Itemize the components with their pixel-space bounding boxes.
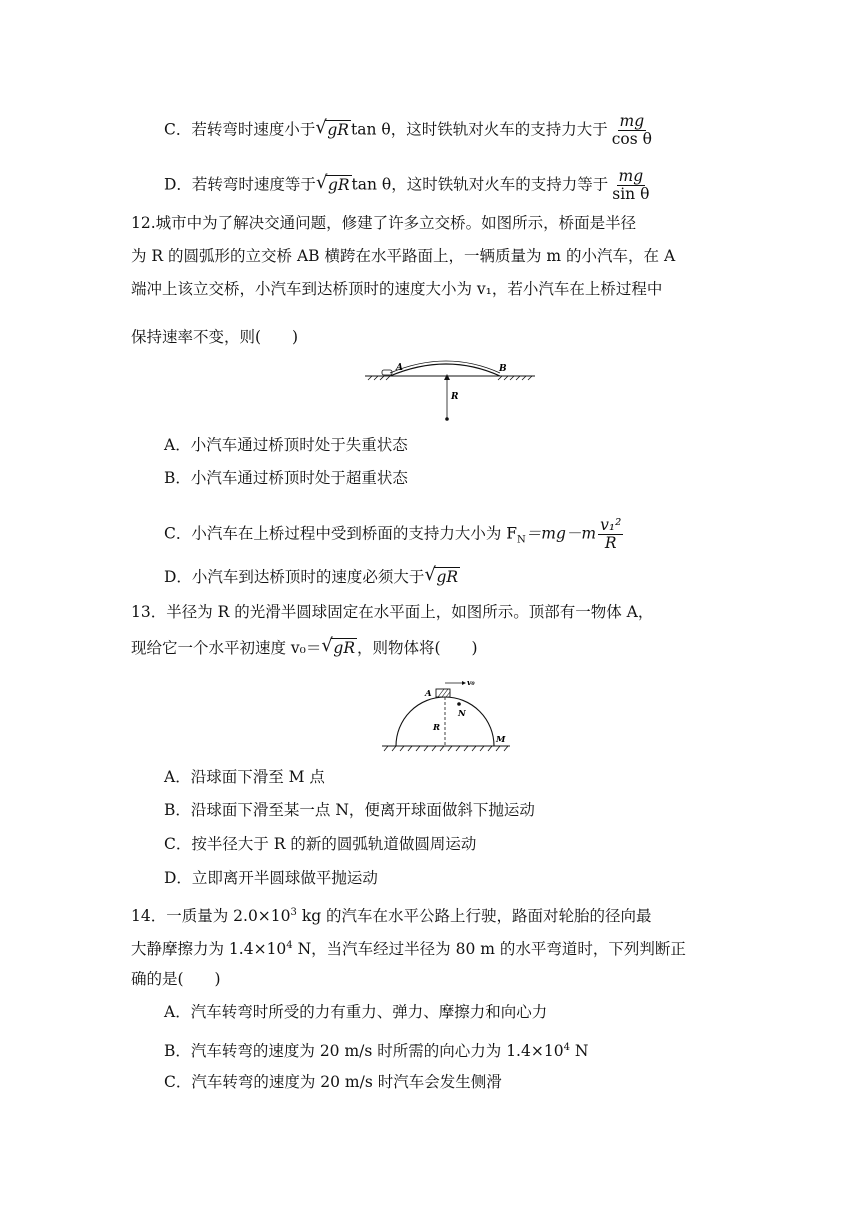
ground-hatch [368, 376, 532, 380]
hemisphere-diagram [378, 676, 514, 756]
label-m: M [496, 735, 506, 745]
q12-option-b[interactable]: B．小汽车通过桥顶时处于超重状态 [164, 469, 408, 487]
q13-option-a[interactable]: A．沿球面下滑至 M 点 [164, 768, 325, 786]
bridge-arc [390, 364, 500, 376]
sqrt-expression: √ gR [321, 635, 355, 657]
q13-stem-line2: 现给它一个水平初速度 v₀＝ √ gR ，则物体将( ) [131, 635, 478, 657]
q14-stem-line1: 14．一质量为 $2.0\times 10^3$ kg 的汽车在水平公路上行驶，路面对轮胎的径向最 [131, 907, 652, 926]
label-n: N [458, 709, 466, 719]
q13-option-d[interactable]: D．立即离开半圆球做平抛运动 [164, 869, 378, 887]
q14-option-a[interactable]: A．汽车转弯时所受的力有重力、弹力、摩擦力和向心力 [164, 1003, 548, 1021]
q13-option-c[interactable]: C．按半径大于 R 的新的圆弧轨道做圆周运动 [164, 835, 477, 853]
velocity-arrow-icon [462, 681, 466, 685]
label-b: B [499, 364, 507, 374]
q14-stem-line3: 确的是( ) [131, 970, 221, 988]
sqrt-expression: √ gR [315, 171, 350, 194]
label-v0: v₀ [467, 678, 475, 687]
fraction: $\frac{mg}{\text{cos θ}}$ [611, 112, 652, 148]
q14-option-b[interactable]: B．汽车转弯的速度为 20 m/s 时所需的向心力为 $1.4\times 10^4$ N [164, 1042, 589, 1061]
label-r: R [433, 723, 441, 733]
q12-option-c[interactable]: C．小汽车在上桥过程中受到桥面的支持力大小为 $F_N=mg-m$ $\frac{\text{v₁²}}{R}$ [164, 516, 622, 552]
bridge-diagram [360, 356, 540, 426]
q12-stem-line1: 12.城市中为了解决交通问题，修建了许多立交桥。如图所示，桥面是半径 [131, 214, 637, 232]
q11-option-c[interactable]: C．若转弯时速度小于 √ gR tan θ，这时铁轨对火车的支持力大于 $\frac{mg}{\text{cos θ}}$ [164, 112, 652, 148]
label-a: A [425, 689, 432, 699]
q13-option-b[interactable]: B．沿球面下滑至某一点 N，便离开球面做斜下抛运动 [164, 801, 535, 819]
ground-hatch [384, 746, 508, 751]
q11-option-d[interactable]: D．若转弯时速度等于 √ gR tan θ，这时铁轨对火车的支持力等于 $\frac{mg}{\text{sin θ}}$ [164, 167, 650, 203]
q12-option-d[interactable]: D．小汽车到达桥顶时的速度必须大于 √ gR [164, 564, 459, 586]
label-a: A [396, 363, 403, 373]
sqrt-expression: √ gR [315, 116, 349, 139]
sqrt-expression: √ gR [424, 564, 459, 586]
q14-stem-line2: 大静摩擦力为 $1.4\times 10^4$ N，当汽车经过半径为 80 m 的水平弯道时，下列判断正 [131, 940, 686, 959]
fraction: $\frac{mg}{\text{sin θ}}$ [612, 167, 650, 203]
q14-option-c[interactable]: C．汽车转弯的速度为 20 m/s 时汽车会发生侧滑 [164, 1073, 502, 1091]
fraction: $\frac{\text{v₁²}}{R}$ [600, 516, 622, 552]
q13-stem-line1: 13．半径为 R 的光滑半圆球固定在水平面上，如图所示。顶部有一物体 A， [131, 603, 654, 621]
q12-stem-line2: 为 R 的圆弧形的立交桥 AB 横跨在水平路面上，一辆质量为 m 的小汽车，在 A [131, 247, 676, 265]
q12-stem-line4: 保持速率不变，则( ) [131, 328, 299, 346]
label-r: R [451, 392, 459, 402]
q12-option-a[interactable]: A．小汽车通过桥顶时处于失重状态 [164, 436, 408, 454]
q12-stem-line3: 端冲上该立交桥，小汽车到达桥顶时的速度大小为 v₁，若小汽车在上桥过程中 [131, 280, 663, 298]
